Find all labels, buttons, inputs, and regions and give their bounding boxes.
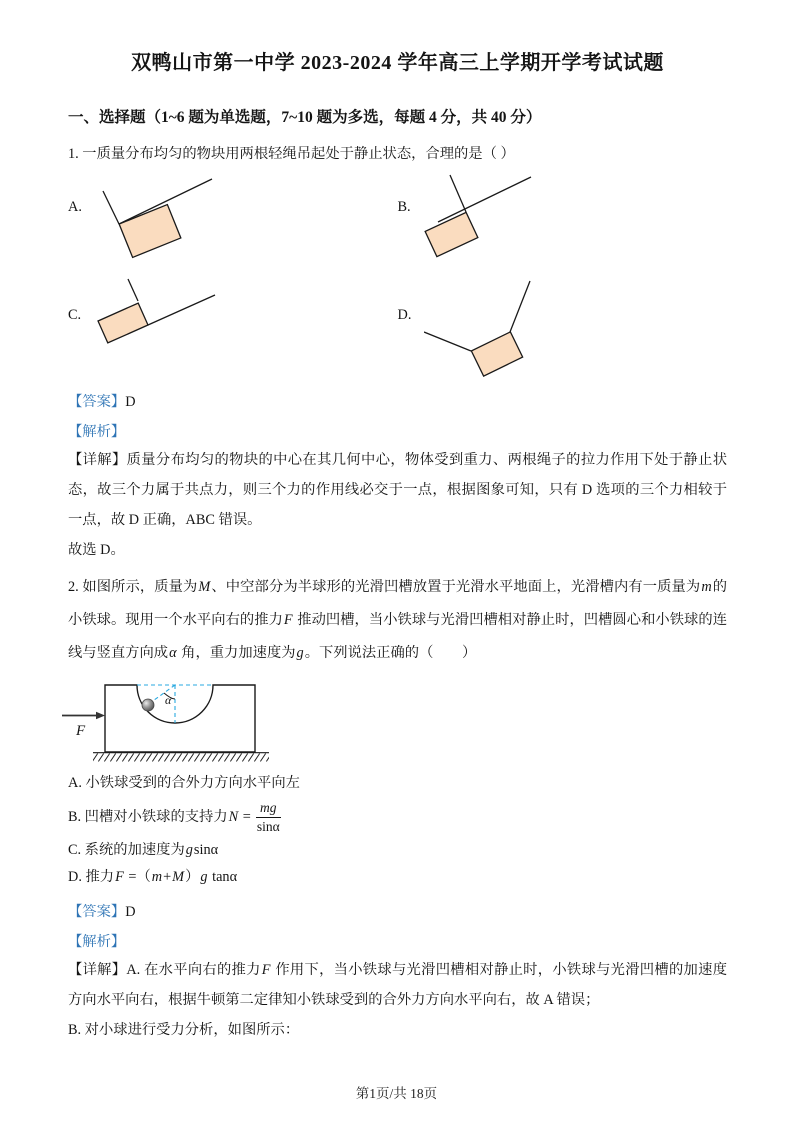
q1-stem: 1. 一质量分布均匀的物块用两根轻绳吊起处于静止状态，合理的是（ ）	[68, 146, 515, 162]
force-arrow-head	[96, 712, 105, 719]
rope-line	[103, 191, 119, 224]
q1-figure-grid	[68, 169, 727, 381]
block-rect	[119, 205, 181, 258]
q1-option-d-figure	[424, 269, 624, 381]
q2-answer-label: 【答案】	[68, 904, 126, 920]
q2-option-b-text: B. 凹槽对小铁球的支持力N =	[68, 808, 251, 825]
iron-ball	[142, 699, 154, 711]
q2-option-c: C. 系统的加速度为gsinα	[68, 842, 219, 858]
fraction-denominator: sinα	[256, 818, 280, 834]
q1-figure-row-1	[68, 169, 727, 269]
q2-option-b-fraction	[255, 800, 282, 835]
q2-answer-value: D	[125, 904, 136, 920]
q2-detail-label: 【详解】	[68, 962, 127, 978]
q1-answer-line	[68, 389, 727, 415]
q2-option-d: D. 推力F =（m+M）g tanα	[68, 869, 238, 885]
q2-analysis-line	[68, 929, 727, 955]
q1-analysis-label: 【解析】	[68, 424, 126, 440]
ground-hatching	[93, 754, 269, 762]
q2-option-a: A. 小铁球受到的合外力方向水平向左	[68, 775, 300, 791]
q2-stem: 2. 如图所示，质量为M、中空部分为半球形的光滑凹槽放置于光滑水平地面上，光滑槽内有一质量为m的小铁球。现用一个水平向右的推力F 推动凹槽，当小铁球与光滑凹槽相对静止时，凹槽圆心和小铁球的连线与竖直方向成α 角，重力加速度为g。下列说法正确的（ ）	[68, 579, 728, 661]
q1-option-c-cell	[68, 269, 398, 381]
q1-option-a-cell	[68, 169, 398, 269]
rope-line	[510, 281, 530, 332]
section-heading: 一、选择题（1~6 题为单选题，7~10 题为多选，每题 4 分，共 40 分）	[68, 109, 542, 126]
q2-figure	[62, 672, 727, 768]
q1-detail-label: 【详解】	[68, 452, 127, 468]
q1-option-c-figure	[94, 269, 294, 369]
q1-figure-row-2	[68, 269, 727, 381]
q1-detail-paragraph	[68, 445, 727, 535]
q2-answer-line	[68, 899, 727, 925]
force-label: F	[76, 723, 86, 739]
angle-label: α	[165, 693, 172, 707]
q1-option-a-figure	[94, 169, 294, 269]
q1-answer-label: 【答案】	[68, 394, 126, 410]
q1-conclusion: 故选 D。	[68, 542, 125, 558]
q1-option-b-label: B.	[397, 199, 411, 215]
block-rect	[471, 332, 522, 376]
q1-option-a-label: A.	[68, 199, 82, 215]
q1-option-b-cell	[398, 169, 728, 269]
rope-line	[148, 295, 215, 325]
q1-option-c-label: C.	[68, 307, 82, 323]
rope-line	[128, 279, 138, 301]
fraction-numerator: mg	[256, 800, 281, 818]
block-rect	[98, 303, 148, 343]
page-footer: 第1页/共 18页	[355, 1086, 438, 1101]
block-rect	[425, 212, 478, 256]
q2-groove-figure	[62, 672, 297, 768]
q1-option-b-figure	[424, 169, 624, 269]
page-title: 双鸭山市第一中学 2023-2024 学年高三上学期开学考试试题	[131, 52, 664, 74]
q1-detail-text: 质量分布均匀的物块的中心在其几何中心，物体受到重力、两根绳子的拉力作用下处于静止状态，故三个力属于共点力，则三个力的作用线必交于一点，根据图象可知，只有 D 选项的三个力相较于一点，故 D 正确，ABC 错误。	[68, 452, 727, 528]
q1-analysis-line	[68, 419, 727, 445]
q1-option-d-label: D.	[397, 307, 412, 323]
rope-line	[450, 175, 466, 212]
rope-line	[438, 177, 531, 222]
q2-detail-paragraph	[68, 955, 727, 1015]
groove-outline	[105, 685, 255, 752]
q2-detail-text: A. 在水平向右的推力F 作用下，当小铁球与光滑凹槽相对静止时，小铁球与光滑凹槽的加速度方向水平向右，根据牛顿第二定律知小铁球受到的合外力方向水平向右，故 A 错误；	[68, 962, 728, 1008]
q2-analysis-label: 【解析】	[68, 934, 126, 950]
rope-line	[424, 332, 471, 351]
q1-option-d-cell	[398, 269, 728, 381]
q2-option-b	[68, 797, 727, 837]
q2-detail-b-line: B. 对小球进行受力分析，如图所示：	[68, 1022, 300, 1038]
q1-answer-value: D	[125, 394, 136, 410]
